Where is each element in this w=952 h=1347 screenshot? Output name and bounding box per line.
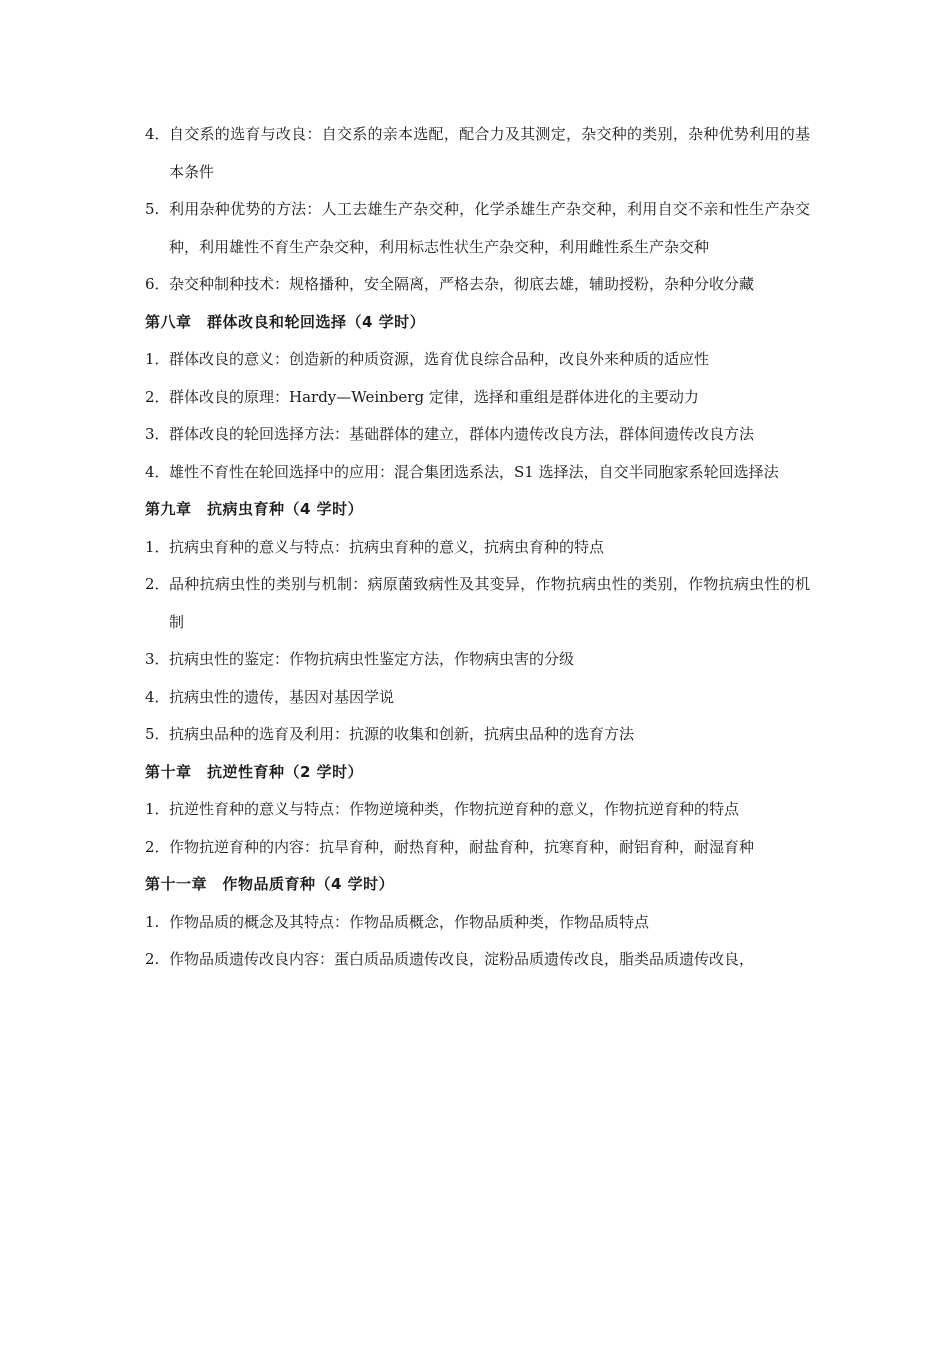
chapter-heading: 第十章 抗逆性育种（2 学时） bbox=[145, 762, 364, 781]
list-item-text: 自交系的选育与改良：自交系的亲本选配，配合力及其测定，杂交种的类别，杂种优势利用的基本条件 bbox=[169, 125, 810, 181]
list-item-number: 1． bbox=[145, 800, 170, 818]
list-item bbox=[145, 641, 810, 679]
list-item bbox=[145, 941, 810, 979]
list-item bbox=[145, 716, 810, 754]
list-item-text: 品种抗病虫性的类别与机制：病原菌致病性及其变异，作物抗病虫性的类别，作物抗病虫性的机制 bbox=[169, 575, 810, 631]
list-item-number: 1. bbox=[145, 912, 160, 931]
list-item-text: 群体改良的轮回选择方法：基础群体的建立，群体内遗传改良方法，群体间遗传改良方法 bbox=[169, 425, 755, 443]
list-item-text: 抗逆性育种的意义与特点：作物逆境种类，作物抗逆育种的意义，作物抗逆育种的特点 bbox=[169, 800, 740, 818]
document-body bbox=[145, 116, 810, 979]
list-item-number: 4． bbox=[145, 687, 170, 706]
list-item-number: 3． bbox=[145, 425, 170, 443]
list-item-number: 2. bbox=[145, 950, 160, 968]
list-item bbox=[145, 566, 810, 641]
list-item-text: 作物抗逆育种的内容：抗旱育种，耐热育种，耐盐育种，抗寒育种，耐铝育种，耐湿育种 bbox=[169, 837, 755, 856]
list-item-text: 作物品质的概念及其特点：作物品质概念，作物品质种类，作物品质特点 bbox=[169, 912, 650, 931]
list-item-number: 2． bbox=[145, 837, 170, 856]
list-item-number: 2． bbox=[145, 575, 170, 593]
list-item-text: 抗病虫性的遗传，基因对基因学说 bbox=[169, 687, 395, 706]
list-item-text: 雄性不育性在轮回选择中的应用：混合集团选系法，S1 选择法，自交半同胞家系轮回选择法 bbox=[169, 462, 779, 481]
list-item bbox=[145, 116, 810, 191]
list-item bbox=[145, 266, 810, 304]
chapter-heading: 第八章 群体改良和轮回选择（4 学时） bbox=[145, 312, 426, 331]
list-item-text: 抗病虫育种的意义与特点：抗病虫育种的意义，抗病虫育种的特点 bbox=[169, 537, 605, 556]
list-item-text: 抗病虫性的鉴定：作物抗病虫性鉴定方法，作物病虫害的分级 bbox=[169, 650, 575, 668]
list-item bbox=[145, 416, 810, 454]
list-item bbox=[145, 529, 810, 567]
chapter-heading: 第九章 抗病虫育种（4 学时） bbox=[145, 500, 364, 518]
list-item bbox=[145, 454, 810, 492]
list-item-text: 抗病虫品种的选育及利用：抗源的收集和创新，抗病虫品种的选育方法 bbox=[169, 725, 635, 743]
list-item-number: 1． bbox=[145, 537, 170, 556]
chapter-heading: 第十一章 作物品质育种（4 学时） bbox=[145, 875, 395, 893]
list-item bbox=[145, 829, 810, 867]
list-item-text: 利用杂种优势的方法：人工去雄生产杂交种，化学杀雄生产杂交种，利用自交不亲和性生产杂交种，利用雄性不育生产杂交种，利用标志性状生产杂交种，利用雌性系生产杂交种 bbox=[169, 200, 810, 256]
list-item-number: 3． bbox=[145, 650, 170, 668]
list-item bbox=[145, 791, 810, 829]
list-item-text: 杂交种制种技术：规格播种，安全隔离，严格去杂，彻底去雄，辅助授粉，杂种分收分藏 bbox=[169, 275, 755, 293]
list-item bbox=[145, 679, 810, 717]
list-item-number: 5． bbox=[145, 725, 170, 743]
list-item-number: 5. bbox=[145, 200, 160, 218]
list-item-text: 群体改良的意义：创造新的种质资源，选育优良综合品种，改良外来种质的适应性 bbox=[169, 350, 710, 368]
list-item-number: 4． bbox=[145, 125, 170, 143]
list-item-number: 6． bbox=[145, 275, 170, 293]
list-item-number: 4． bbox=[145, 462, 170, 481]
list-item bbox=[145, 379, 810, 417]
list-item-number: 2． bbox=[145, 387, 170, 406]
list-item bbox=[145, 191, 810, 266]
list-item-number: 1． bbox=[145, 350, 170, 368]
list-item-text: 群体改良的原理：Hardy—Weinberg 定律，选择和重组是群体进化的主要动力 bbox=[169, 387, 699, 406]
list-item-text: 作物品质遗传改良内容：蛋白质品质遗传改良，淀粉品质遗传改良，脂类品质遗传改良， bbox=[169, 950, 755, 968]
list-item bbox=[145, 341, 810, 379]
list-item bbox=[145, 904, 810, 942]
